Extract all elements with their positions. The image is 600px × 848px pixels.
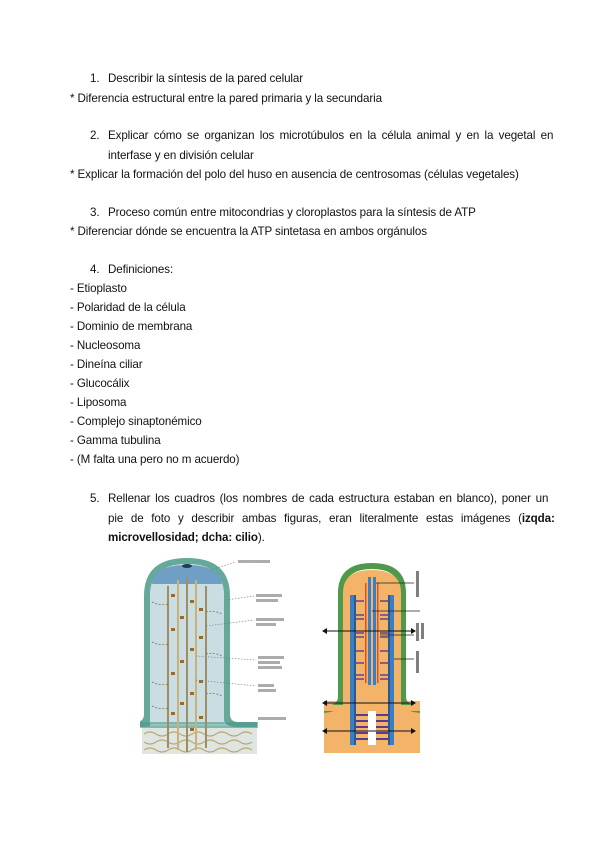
item-text: Explicar cómo se organizan los microtúbulos en la célula animal y en la vegetal en — [108, 129, 554, 142]
item-number: 2. — [90, 129, 100, 142]
item-2 — [90, 128, 553, 143]
item-text: Describir la síntesis de la pared celular — [108, 72, 304, 85]
definition-item: - Dineína ciliar — [70, 358, 143, 371]
cilium-figure — [310, 563, 440, 753]
item-1-note: * Diferencia estructural entre la pared primaria y la secundaria — [70, 92, 382, 105]
item-text: Definiciones: — [108, 263, 174, 276]
item-text: Rellenar los cuadros (los nombres de cada estructura estaban en blanco), poner un — [108, 492, 549, 505]
definition-item: - Liposoma — [70, 396, 127, 409]
item-number: 1. — [90, 72, 100, 85]
item-3-note: * Diferenciar dónde se encuentra la ATP sintetasa en ambos orgánulos — [70, 225, 427, 238]
definition-item: - Gamma tubulina — [70, 434, 161, 447]
item-2-continuation: interfase y en división celular — [108, 149, 254, 162]
microvillus-figure — [140, 556, 290, 756]
definition-item: - Dominio de membrana — [70, 320, 193, 333]
item-text-plain: ). — [257, 531, 265, 544]
item-number: 4. — [90, 263, 100, 276]
item-text-plain: pie de foto y describir ambas figuras, eran literalmente estas imágenes ( — [108, 512, 522, 525]
item-number: 5. — [90, 492, 100, 505]
item-number: 3. — [90, 206, 100, 219]
definition-item: - Etioplasto — [70, 282, 127, 295]
item-text: Proceso común entre mitocondrias y cloroplastos para la síntesis de ATP — [108, 206, 476, 219]
item-3 — [90, 205, 476, 220]
item-5-continuation — [108, 511, 555, 526]
item-2-note: * Explicar la formación del polo del huso en ausencia de centrosomas (células vegetales) — [70, 168, 519, 181]
cilium-diagram-icon — [310, 563, 440, 753]
definition-item: - Polaridad de la célula — [70, 301, 186, 314]
definition-item: - Glucocálix — [70, 377, 130, 390]
item-4 — [90, 262, 173, 277]
item-text-bold: microvellosidad; dcha: cilio — [108, 531, 258, 544]
item-5 — [90, 491, 548, 506]
definition-item: - Nucleosoma — [70, 339, 141, 352]
microvillus-diagram-icon — [140, 556, 290, 756]
item-1 — [90, 71, 303, 86]
item-5-continuation — [108, 530, 265, 545]
item-text-bold: izqda: — [521, 512, 555, 525]
definition-item: - (M falta una pero no m acuerdo) — [70, 453, 240, 466]
definition-item: - Complejo sinaptonémico — [70, 415, 202, 428]
